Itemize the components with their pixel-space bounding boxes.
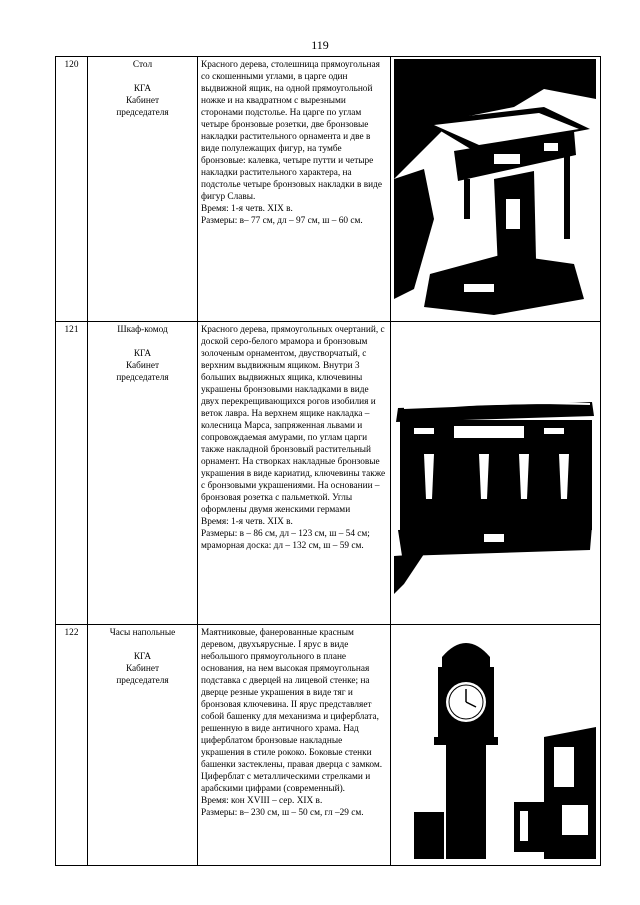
location-line: председателя [116,108,169,118]
item-description-cell [198,625,391,866]
item-name: Стол [132,60,153,70]
item-photo-cell [391,57,601,322]
table-row [56,625,601,866]
item-size: Размеры: в – 86 см, дл – 123 см, ш – 54 см; мраморная доска: дл – 132 см, ш – 59 см. [201,529,370,551]
item-name-cell [88,625,198,866]
location-line: председателя [116,676,169,686]
location-line: Кабинет [125,96,160,106]
item-location [91,83,194,119]
item-description-cell [198,322,391,625]
item-size: Размеры: в– 77 см, дл – 97 см, ш – 60 см. [201,216,363,226]
table-row [56,57,601,322]
item-name-cell [88,322,198,625]
item-description: Красного дерева, столешница прямоугольная со скошенными углами, в царге один выдвижной ящик, на одной прямоугольной ножке и на квадратном с вырезными сторонами подстолье. На царге по углам четыре бронзовые розетки, две бронзовые накладки растительного орнамента и две в виде полулежащих фигур, на тумбе бронзовые: калевка, четыре путти и четыре накладки растительного характера, на подстолье четыре бронзовых накладки в виде фигур Славы. [201,60,382,202]
item-description-cell [198,57,391,322]
item-size: Размеры: в– 230 см, ш – 50 см, гл –29 см. [201,808,364,818]
item-number: 121 [56,322,88,625]
table-row [56,322,601,625]
item-number: 122 [56,625,88,866]
item-description: Красного дерева, прямоугольных очертаний, с доской серо-белого мрамора и бронзовым золоченым орнаментом, двустворчатый, с верхним выдвижным ящиком. Внутри 3 больших выдвижных ящика, ключевины украшены бронзовыми накладками в виде двух перекрещивающихся рогов изобилия и веток лавра. На верхнем ящике накладка – колесница Марса, запряженная львами и сопровождаемая амурами, по углам царги также накладной бронзовый растительный орнамент. На створках накладные бронзовые украшения в виде кариатид, ключевины также с бронзовыми украшениями. На основании – бронзовая розетка с пальметкой. Углы оформлены двумя женскими гермами [201,325,386,515]
item-photo-cell [391,322,601,625]
item-location [91,348,194,384]
item-time: Время: 1-я четв. XIX в. [201,517,293,527]
clock-photo [394,627,596,859]
location-line: Кабинет [125,361,160,371]
location-line: КГА [133,652,152,662]
catalog-table [55,56,601,866]
item-location [91,651,194,687]
item-number: 120 [56,57,88,322]
item-photo-cell [391,625,601,866]
item-time: Время: кон XVIII – сер. XIX в. [201,796,323,806]
commode-photo [394,324,596,618]
location-line: КГА [133,84,152,94]
item-name: Часы напольные [109,628,176,638]
location-line: КГА [133,349,152,359]
location-line: председателя [116,373,169,383]
item-description: Маятниковые, фанерованные красным деревом, двухъярусные. I ярус в виде небольшого прямоугольного в плане основания, на нем высокая прямоугольная подставка с дверцей на лицевой стенке; на дверце резные украшения в виде тяг и бронзовая ключевина. II ярус представляет собой башенку для механизма и циферблата, решенную в виде античного храма. Над циферблатом бронзовые накладные украшения в стиле рококо. Боковые стенки башенки застеклены, правая дверца с замком. Циферблат с металлическими стрелками и арабскими цифрами (современный). [201,628,383,794]
location-line: Кабинет [125,664,160,674]
item-time: Время: 1-я четв. XIX в. [201,204,293,214]
table-photo [394,59,596,315]
page-number: 119 [311,38,329,52]
item-name: Шкаф-комод [117,325,168,335]
item-name-cell [88,57,198,322]
